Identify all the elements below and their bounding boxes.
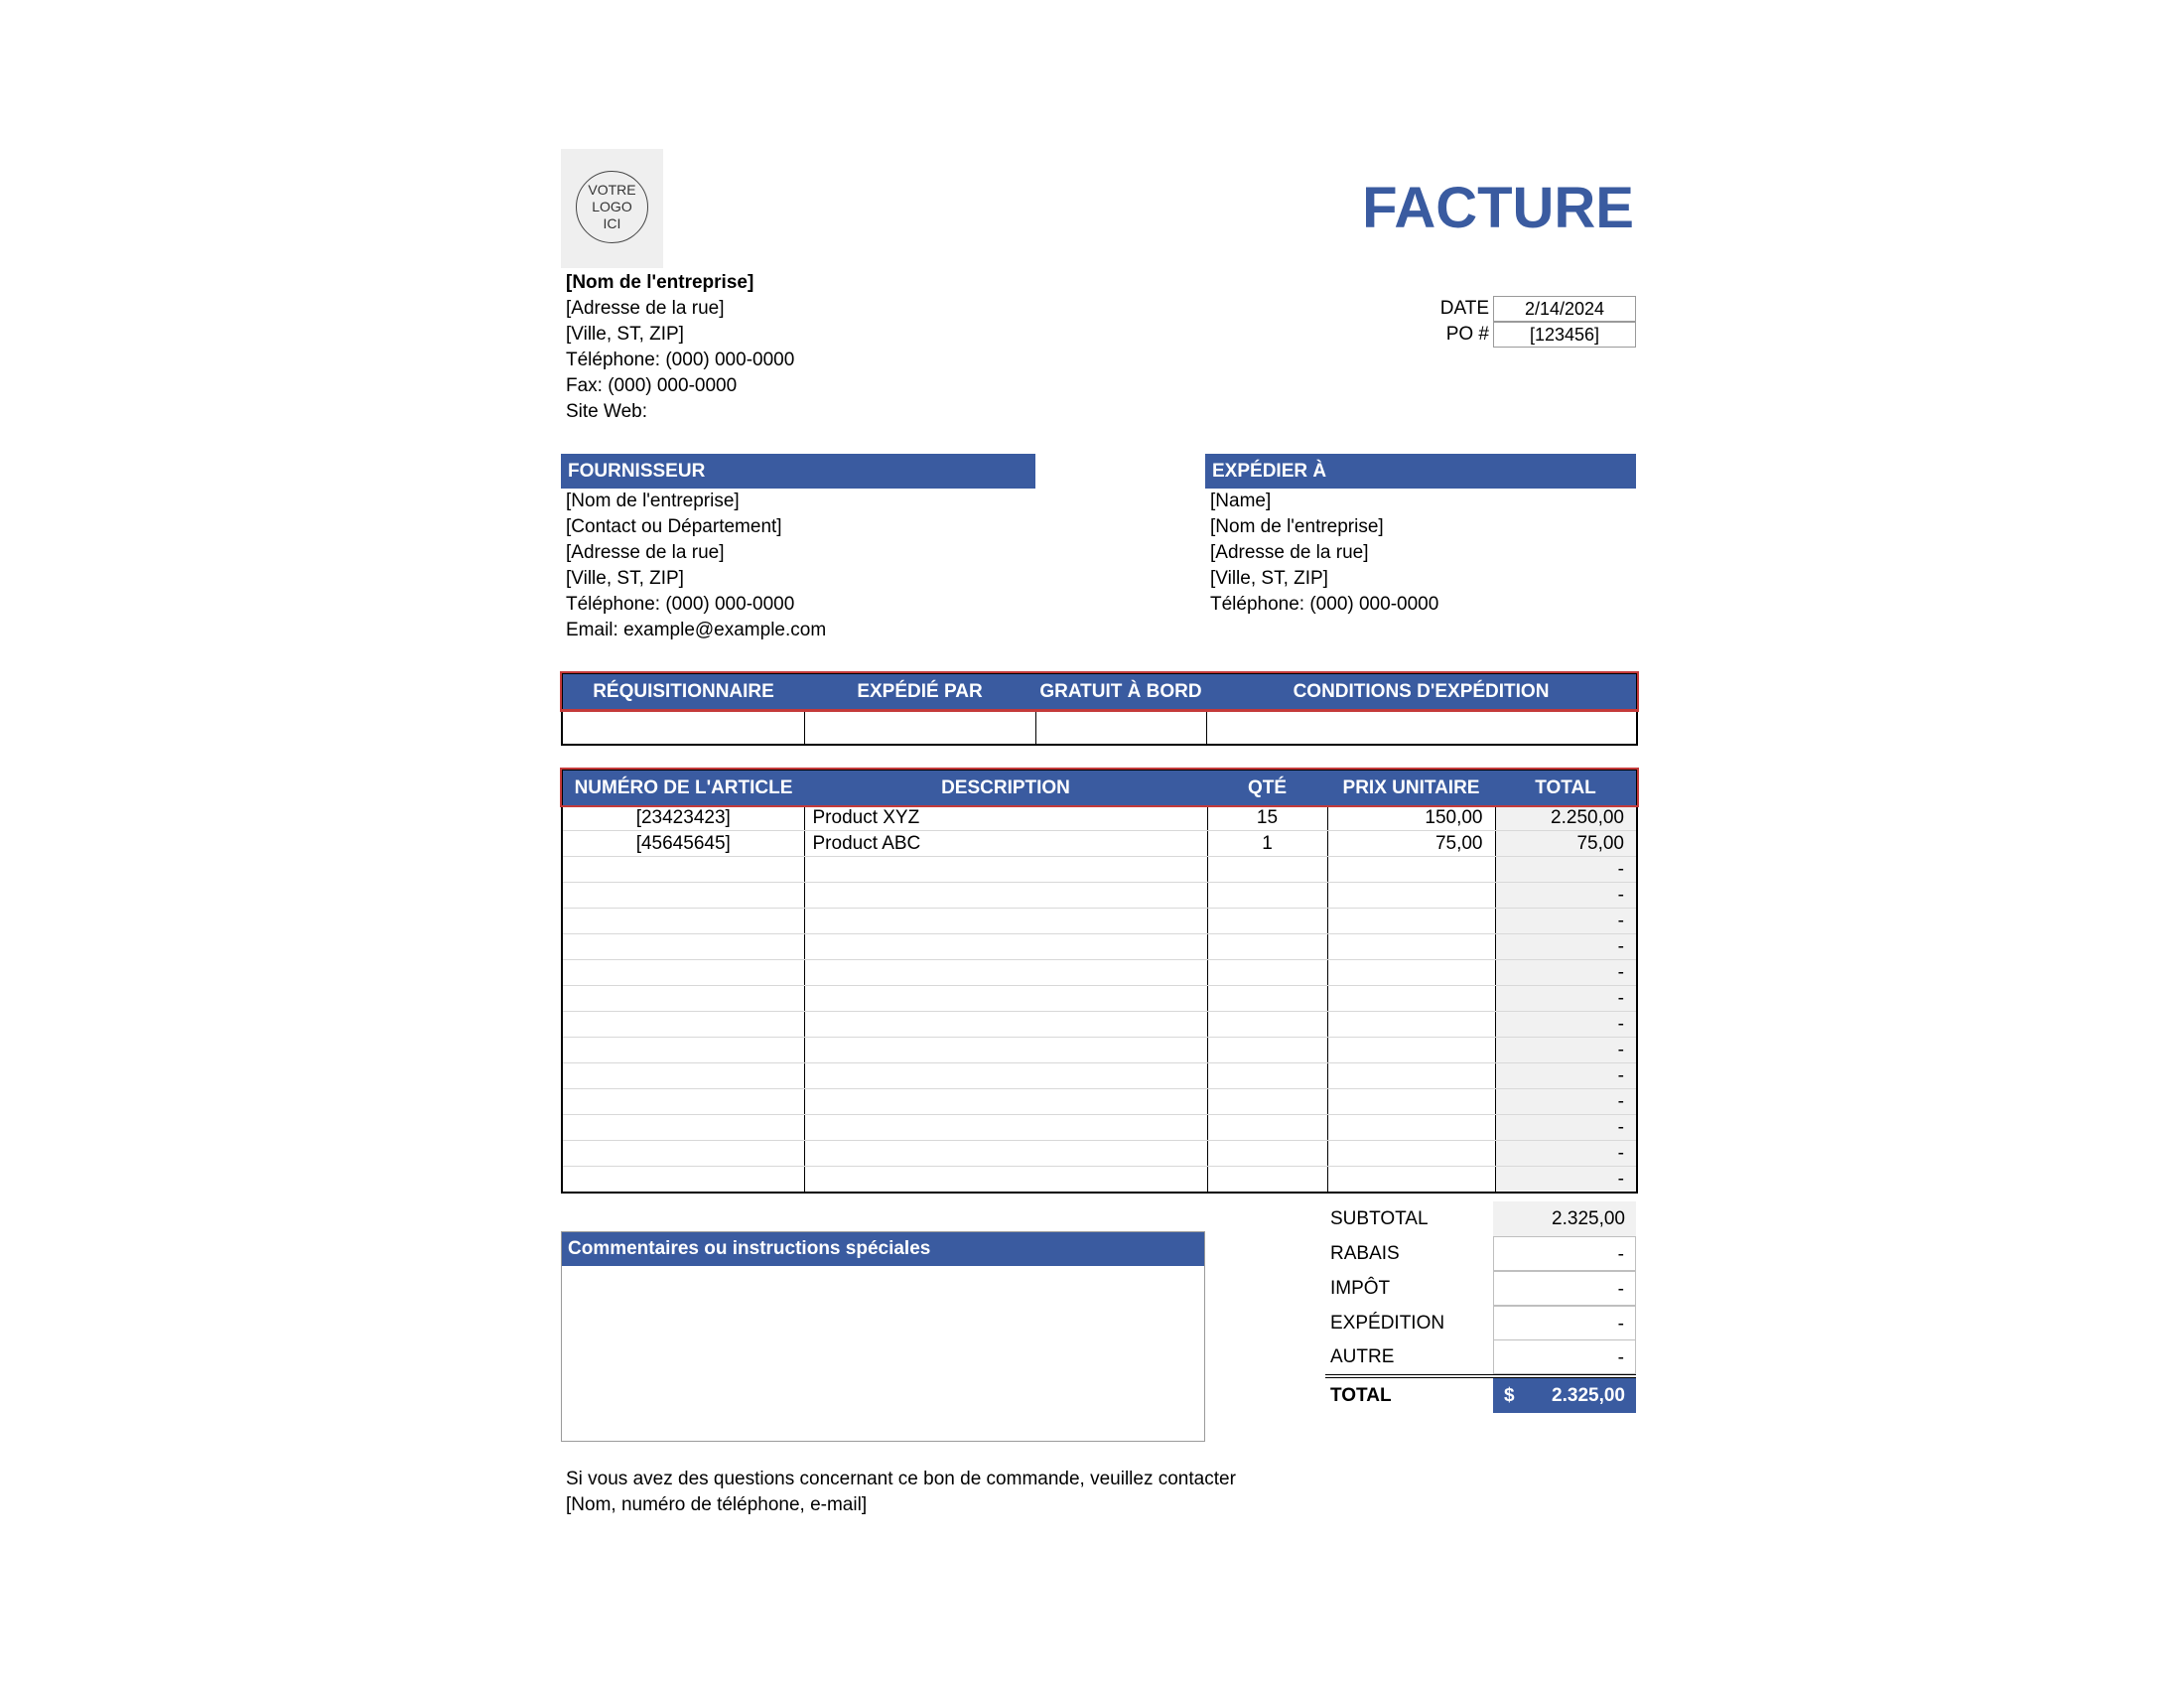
- other-label: AUTRE: [1330, 1346, 1395, 1367]
- line-total-cell: -: [1495, 1038, 1637, 1063]
- table-row: [562, 805, 1637, 831]
- footer-contact: [Nom, numéro de téléphone, e-mail]: [566, 1494, 868, 1515]
- description-cell[interactable]: [804, 1089, 1207, 1115]
- company-phone: Téléphone: (000) 000-0000: [566, 350, 795, 370]
- line-total-cell: -: [1495, 960, 1637, 986]
- footer-line: Si vous avez des questions concernant ce bon de commande, veuillez contacter: [566, 1469, 1236, 1489]
- line-total-cell: -: [1495, 986, 1637, 1012]
- ship-to-line: Téléphone: (000) 000-0000: [1210, 594, 1439, 615]
- description-cell[interactable]: [804, 1141, 1207, 1167]
- quantity-cell[interactable]: [1207, 960, 1327, 986]
- item-number-cell[interactable]: [562, 1089, 804, 1115]
- header-description: DESCRIPTION: [804, 770, 1207, 805]
- comments-textarea[interactable]: [561, 1231, 1205, 1442]
- unit-price-cell[interactable]: [1327, 1115, 1495, 1141]
- date-label: DATE: [1439, 298, 1489, 319]
- vendor-line: [Nom de l'entreprise]: [566, 491, 740, 511]
- item-number-cell[interactable]: [562, 1038, 804, 1063]
- company-info: [566, 270, 794, 425]
- header-quantity: QTÉ: [1207, 770, 1327, 805]
- ship-to-heading: EXPÉDIER À: [1205, 454, 1636, 489]
- item-number-cell[interactable]: [562, 1063, 804, 1089]
- ship-to-line: [Name]: [1210, 491, 1272, 511]
- other-field[interactable]: -: [1493, 1339, 1636, 1374]
- line-total-cell: -: [1495, 1063, 1637, 1089]
- unit-price-cell[interactable]: [1327, 934, 1495, 960]
- fob-cell[interactable]: [1035, 710, 1206, 745]
- company-fax: Fax: (000) 000-0000: [566, 375, 738, 396]
- unit-price-cell[interactable]: [1327, 1038, 1495, 1063]
- table-row: [562, 1063, 1637, 1089]
- unit-price-cell[interactable]: [1327, 909, 1495, 934]
- header-requisitioner: RÉQUISITIONNAIRE: [562, 673, 804, 710]
- shipping-cost-field[interactable]: -: [1493, 1306, 1636, 1340]
- description-cell[interactable]: [804, 1038, 1207, 1063]
- vendor-line: [Adresse de la rue]: [566, 542, 725, 563]
- company-street: [Adresse de la rue]: [566, 298, 725, 319]
- item-number-cell[interactable]: [562, 1167, 804, 1194]
- quantity-cell[interactable]: [1207, 1089, 1327, 1115]
- table-row: [562, 1167, 1637, 1194]
- header-shipping-terms: CONDITIONS D'EXPÉDITION: [1206, 673, 1637, 710]
- item-number-cell[interactable]: [562, 883, 804, 909]
- table-row: [562, 1089, 1637, 1115]
- header-unit-price: PRIX UNITAIRE: [1327, 770, 1495, 805]
- item-number-cell[interactable]: [562, 986, 804, 1012]
- header-total: TOTAL: [1495, 770, 1637, 805]
- tax-label: IMPÔT: [1330, 1278, 1391, 1299]
- company-city: [Ville, ST, ZIP]: [566, 324, 684, 345]
- discount-field[interactable]: -: [1493, 1236, 1636, 1271]
- shipping-table: [561, 672, 1638, 746]
- description-cell[interactable]: [804, 857, 1207, 883]
- item-number-cell[interactable]: [562, 934, 804, 960]
- quantity-cell[interactable]: [1207, 1063, 1327, 1089]
- unit-price-cell[interactable]: [1327, 1063, 1495, 1089]
- vendor-line: Email: example@example.com: [566, 620, 827, 640]
- item-number-cell[interactable]: [562, 857, 804, 883]
- comments-heading: Commentaires ou instructions spéciales: [561, 1231, 1205, 1266]
- line-total-cell: -: [1495, 1167, 1637, 1194]
- shipping-terms-cell[interactable]: [1206, 710, 1637, 745]
- vendor-address: [566, 489, 826, 643]
- unit-price-cell[interactable]: [1327, 1141, 1495, 1167]
- line-total-cell: 2.250,00: [1495, 805, 1637, 831]
- vendor-line: [Contact ou Département]: [566, 516, 782, 537]
- unit-price-cell[interactable]: [1327, 857, 1495, 883]
- quantity-cell[interactable]: [1207, 909, 1327, 934]
- item-number-cell[interactable]: [562, 1115, 804, 1141]
- po-label: PO #: [1445, 324, 1489, 345]
- quantity-cell[interactable]: [1207, 1141, 1327, 1167]
- vendor-heading: FOURNISSEUR: [561, 454, 1035, 489]
- line-total-cell: -: [1495, 883, 1637, 909]
- shipping-cost-label: EXPÉDITION: [1330, 1313, 1445, 1334]
- vendor-line: [Ville, ST, ZIP]: [566, 568, 684, 589]
- line-items-table: [561, 769, 1638, 1194]
- table-row: [562, 960, 1637, 986]
- item-number-cell[interactable]: [562, 909, 804, 934]
- grand-total-value: 2.325,00: [1552, 1385, 1625, 1406]
- quantity-cell[interactable]: [1207, 1038, 1327, 1063]
- quantity-cell[interactable]: [1207, 883, 1327, 909]
- line-total-cell: 75,00: [1495, 831, 1637, 857]
- po-number-field[interactable]: [123456]: [1493, 322, 1636, 348]
- quantity-cell[interactable]: [1207, 986, 1327, 1012]
- unit-price-cell[interactable]: [1327, 1012, 1495, 1038]
- unit-price-cell[interactable]: [1327, 883, 1495, 909]
- document-title: FACTURE: [1362, 176, 1634, 240]
- quantity-cell[interactable]: [1207, 1012, 1327, 1038]
- item-number-cell[interactable]: [45645645]: [562, 831, 804, 857]
- table-row: [562, 909, 1637, 934]
- description-cell[interactable]: [804, 883, 1207, 909]
- table-row: [562, 1038, 1637, 1063]
- description-cell[interactable]: Product XYZ: [804, 805, 1207, 831]
- description-cell[interactable]: [804, 986, 1207, 1012]
- grand-total-box: [1493, 1378, 1636, 1413]
- table-row: [562, 831, 1637, 857]
- line-total-cell: -: [1495, 934, 1637, 960]
- header-fob: GRATUIT À BORD: [1035, 673, 1206, 710]
- table-row: [562, 934, 1637, 960]
- ship-to-line: [Adresse de la rue]: [1210, 542, 1369, 563]
- item-number-cell[interactable]: [562, 960, 804, 986]
- unit-price-cell[interactable]: 75,00: [1327, 831, 1495, 857]
- item-number-cell[interactable]: [562, 1012, 804, 1038]
- description-cell[interactable]: [804, 909, 1207, 934]
- requisitioner-cell[interactable]: [562, 710, 804, 745]
- ship-to-address: [1210, 489, 1438, 618]
- quantity-cell[interactable]: [1207, 1167, 1327, 1194]
- description-cell[interactable]: [804, 934, 1207, 960]
- unit-price-cell[interactable]: [1327, 1089, 1495, 1115]
- quantity-cell[interactable]: 15: [1207, 805, 1327, 831]
- table-row: [562, 883, 1637, 909]
- total-label: TOTAL: [1330, 1385, 1392, 1406]
- description-cell[interactable]: [804, 1012, 1207, 1038]
- quantity-cell[interactable]: [1207, 857, 1327, 883]
- unit-price-cell[interactable]: [1327, 960, 1495, 986]
- table-row: [562, 1115, 1637, 1141]
- footer-note: [566, 1467, 1236, 1518]
- ship-to-line: [Ville, ST, ZIP]: [1210, 568, 1328, 589]
- description-cell[interactable]: [804, 960, 1207, 986]
- company-name: [Nom de l'entreprise]: [566, 272, 754, 293]
- description-cell[interactable]: [804, 1167, 1207, 1194]
- description-cell[interactable]: Product ABC: [804, 831, 1207, 857]
- table-row: [562, 1012, 1637, 1038]
- logo-text-line: ICI: [603, 215, 621, 231]
- line-total-cell: -: [1495, 1012, 1637, 1038]
- discount-label: RABAIS: [1330, 1243, 1400, 1264]
- item-number-cell[interactable]: [23423423]: [562, 805, 804, 831]
- table-row: [562, 1141, 1637, 1167]
- company-website: Site Web:: [566, 401, 648, 422]
- shipped-via-cell[interactable]: [804, 710, 1035, 745]
- currency-symbol: $: [1504, 1385, 1515, 1406]
- line-total-cell: -: [1495, 857, 1637, 883]
- unit-price-cell[interactable]: [1327, 1167, 1495, 1194]
- ship-to-line: [Nom de l'entreprise]: [1210, 516, 1384, 537]
- description-cell[interactable]: [804, 1115, 1207, 1141]
- subtotal-label: SUBTOTAL: [1330, 1208, 1429, 1229]
- quantity-cell[interactable]: [1207, 934, 1327, 960]
- tax-field[interactable]: -: [1493, 1271, 1636, 1306]
- item-number-cell[interactable]: [562, 1141, 804, 1167]
- header-shipped-via: EXPÉDIÉ PAR: [804, 673, 1035, 710]
- description-cell[interactable]: [804, 1063, 1207, 1089]
- line-total-cell: -: [1495, 909, 1637, 934]
- quantity-cell[interactable]: [1207, 1115, 1327, 1141]
- subtotal-value: 2.325,00: [1493, 1201, 1636, 1236]
- line-total-cell: -: [1495, 1141, 1637, 1167]
- logo-text-line: VOTRE: [588, 182, 636, 198]
- unit-price-cell[interactable]: 150,00: [1327, 805, 1495, 831]
- header-item-number: NUMÉRO DE L'ARTICLE: [562, 770, 804, 805]
- logo-text-line: LOGO: [592, 199, 632, 214]
- logo-placeholder: [561, 149, 663, 268]
- logo-circle: [576, 171, 648, 243]
- table-row: [562, 857, 1637, 883]
- quantity-cell[interactable]: 1: [1207, 831, 1327, 857]
- vendor-line: Téléphone: (000) 000-0000: [566, 594, 795, 615]
- line-total-cell: -: [1495, 1089, 1637, 1115]
- unit-price-cell[interactable]: [1327, 986, 1495, 1012]
- date-field[interactable]: 2/14/2024: [1493, 296, 1636, 322]
- line-total-cell: -: [1495, 1115, 1637, 1141]
- table-row: [562, 986, 1637, 1012]
